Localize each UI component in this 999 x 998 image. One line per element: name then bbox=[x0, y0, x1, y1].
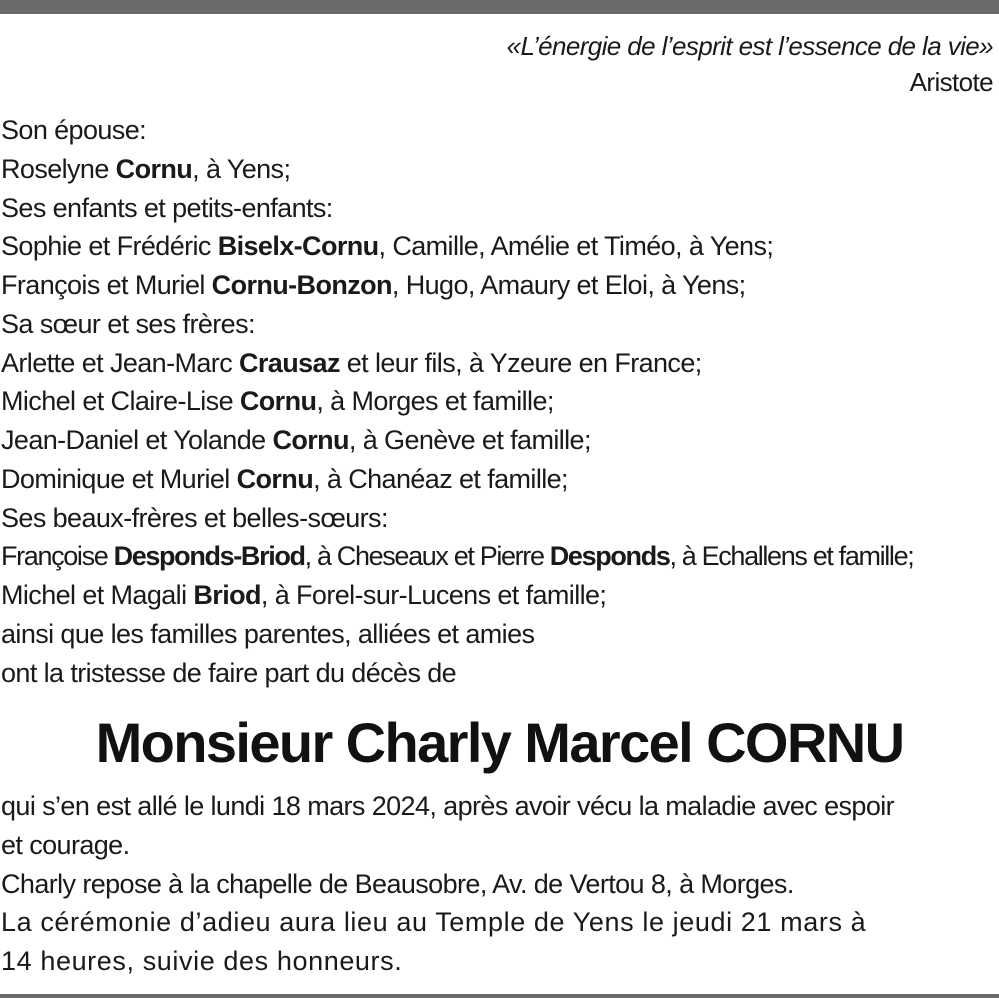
spouse-surname: Cornu bbox=[115, 153, 193, 184]
spouse-rest: , à Yens; bbox=[192, 153, 291, 184]
epigraph bbox=[507, 28, 993, 100]
spouse-first-names: Roselyne bbox=[1, 153, 116, 184]
sibling-line bbox=[1, 460, 999, 499]
inlaw-rest: , à Forel-sur-Lucens et famille; bbox=[260, 580, 607, 610]
closing-line-4: La cérémonie d’adieu aura lieu au Temple de Yens le jeudi 21 mars à bbox=[1, 907, 867, 938]
sibling-first-names: Jean-Daniel et Yolande bbox=[1, 425, 273, 455]
closing-paragraph bbox=[1, 787, 999, 981]
families-line: ainsi que les familles parentes, alliées et amies bbox=[1, 618, 535, 649]
inlaw-line bbox=[1, 537, 999, 576]
sibling-first-names: Arlette et Jean-Marc bbox=[1, 347, 239, 378]
epigraph-quote: «L’énergie de l’esprit est l’essence de la vie» bbox=[506, 31, 993, 61]
sibling-rest: , à Morges et famille; bbox=[316, 386, 554, 417]
sadness-line: ont la tristesse de faire part du décès de bbox=[1, 657, 457, 688]
sibling-line bbox=[1, 421, 999, 460]
child-line bbox=[1, 266, 999, 305]
sibling-first-names: Michel et Claire-Lise bbox=[1, 386, 240, 417]
inlaws-heading: Ses beaux-frères et belles-sœurs: bbox=[1, 502, 388, 533]
closing-line-2: et courage. bbox=[1, 829, 130, 860]
sibling-surname: Cornu bbox=[239, 386, 317, 417]
sibling-rest: , à Genève et famille; bbox=[348, 425, 591, 455]
inlaw-surname: Desponds-Briod bbox=[113, 541, 305, 572]
child-line bbox=[1, 227, 999, 266]
inlaw-line bbox=[1, 576, 999, 615]
child-rest: , Camille, Amélie et Timéo, à Yens; bbox=[378, 231, 774, 262]
sibling-surname: Cornu bbox=[272, 425, 349, 455]
siblings-heading: Sa sœur et ses frères: bbox=[1, 308, 255, 339]
inlaw-surname-2: Desponds bbox=[549, 541, 670, 572]
inlaw-rest: , à Echallens et famille; bbox=[669, 541, 914, 572]
epigraph-author: Aristote bbox=[909, 67, 993, 97]
spouse-heading: Son épouse: bbox=[1, 115, 147, 145]
child-surname: Biselx-Cornu bbox=[217, 231, 379, 262]
top-rule bbox=[0, 0, 999, 14]
child-first-names: François et Muriel bbox=[1, 270, 212, 300]
closing-line-5: 14 heures, suivie des honneurs. bbox=[1, 946, 403, 976]
deceased-name: Monsieur Charly Marcel CORNU bbox=[95, 711, 904, 774]
child-rest: , Hugo, Amaury et Eloi, à Yens; bbox=[391, 270, 746, 300]
sibling-line bbox=[1, 382, 999, 421]
inlaw-first-names: Michel et Magali bbox=[1, 580, 194, 610]
child-surname: Cornu-Bonzon bbox=[211, 270, 392, 300]
inlaw-first-name: Françoise bbox=[1, 541, 114, 572]
closing-line-3: Charly repose à la chapelle de Beausobre, Av. de Vertou 8, à Morges. bbox=[1, 868, 794, 899]
spouse-line bbox=[1, 150, 999, 189]
inlaw-surname: Briod bbox=[193, 580, 261, 610]
sibling-surname: Crausaz bbox=[239, 347, 340, 378]
closing-line-1: qui s’en est allé le lundi 18 mars 2024, après avoir vécu la maladie avec espoir bbox=[1, 791, 895, 821]
sibling-line bbox=[1, 344, 999, 383]
sibling-first-names: Dominique et Muriel bbox=[1, 463, 237, 494]
sibling-surname: Cornu bbox=[236, 463, 314, 494]
sibling-rest: , à Chanéaz et famille; bbox=[313, 463, 568, 494]
inlaw-middle: , à Cheseaux et Pierre bbox=[304, 541, 550, 572]
bottom-rule bbox=[0, 994, 999, 998]
sibling-rest: et leur fils, à Yzeure en France; bbox=[339, 347, 702, 378]
child-first-names: Sophie et Frédéric bbox=[1, 231, 218, 262]
children-heading: Ses enfants et petits-enfants: bbox=[1, 192, 333, 223]
announcement-body bbox=[1, 111, 999, 692]
